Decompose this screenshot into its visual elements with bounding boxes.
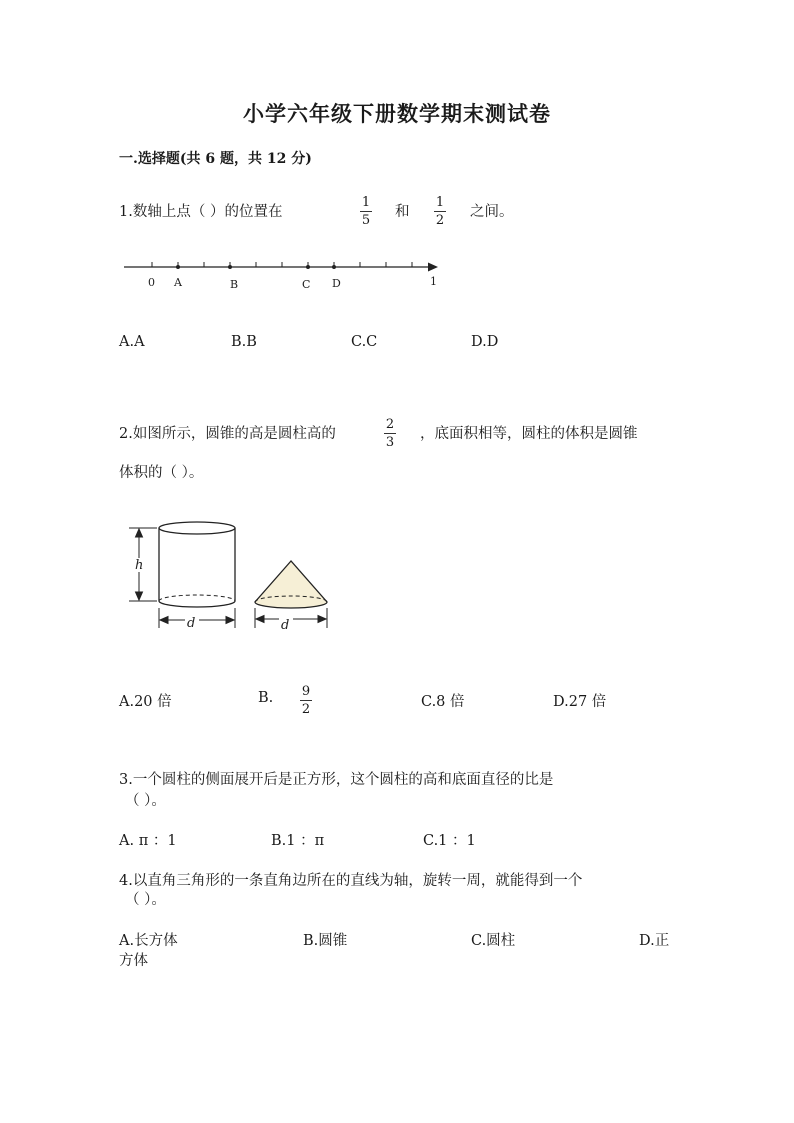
q4-option-d-wrap: 方体: [119, 953, 148, 969]
q2-fraction: [384, 417, 396, 450]
cone-diameter-label-d: d: [281, 618, 290, 633]
q4-option-c: C.圆柱: [471, 933, 516, 949]
q1-fraction-2: [434, 195, 446, 228]
q4-option-b: B.圆锥: [303, 933, 348, 949]
q1-stem-and: 和: [395, 204, 410, 220]
q2-option-b-prefix: B.: [258, 690, 274, 706]
q2-option-b-fraction: [300, 684, 312, 717]
q3-stem-line-2: （ ）。: [125, 793, 166, 809]
axis-label-A: A: [174, 276, 182, 289]
number-line-arrow: [428, 263, 438, 272]
q1-option-c: C.C: [351, 334, 378, 350]
q3-stem-line-1: 3.一个圆柱的侧面展开后是正方形，这个圆柱的高和底面直径的比是: [119, 772, 554, 788]
q2-stem-end: 体积的（ ）。: [119, 465, 204, 481]
q1-stem-start: 1.数轴上点（ ）的位置在: [119, 204, 283, 220]
point-D-dot: [332, 265, 336, 269]
number-line-figure: [118, 255, 448, 295]
height-label-h: h: [135, 558, 144, 573]
q2-fraction-numerator: 2: [385, 417, 395, 432]
q1-option-a: A.A: [119, 334, 145, 350]
q2-option-b-denominator: 2: [301, 702, 311, 717]
q2-option-d: D.27 倍: [553, 694, 607, 710]
axis-label-D: D: [332, 277, 341, 290]
q1-option-b: B.B: [231, 334, 257, 350]
axis-label-C: C: [302, 278, 311, 291]
q1-fraction-1-numerator: 1: [361, 195, 371, 210]
point-A-dot: [176, 265, 180, 269]
page-title: 小学六年级下册数学期末测试卷: [243, 101, 551, 126]
q4-option-a: A.长方体: [119, 933, 178, 949]
q4-stem-line-1: 4.以直角三角形的一条直角边所在的直线为轴，旋转一周，就能得到一个: [119, 873, 583, 889]
q1-fraction-2-denominator: 2: [435, 213, 445, 228]
fraction-bar: [300, 700, 312, 701]
q3-option-c: C.1 ：1: [423, 833, 476, 849]
axis-label-zero: 0: [148, 276, 155, 289]
q2-option-b-numerator: 9: [301, 684, 311, 699]
axis-label-B: B: [230, 278, 239, 291]
section-heading: 一.选择题(共 6 题，共 12 分): [119, 151, 312, 167]
cylinder-shape: [159, 522, 235, 607]
q2-fraction-denominator: 3: [385, 435, 395, 450]
q1-fraction-1: [360, 195, 372, 228]
fraction-bar: [384, 433, 396, 434]
q1-fraction-1-denominator: 5: [361, 213, 371, 228]
q4-option-d: D.正: [639, 933, 670, 949]
q2-option-a: A.20 倍: [119, 694, 172, 710]
q1-stem-end: 之间。: [470, 204, 514, 220]
q2-stem-start: 2.如图所示，圆锥的高是圆柱高的: [119, 426, 336, 442]
q2-option-c: C.8 倍: [421, 694, 465, 710]
fraction-bar: [434, 211, 446, 212]
axis-label-one: 1: [430, 275, 437, 288]
cylinder-cone-figure: [125, 518, 335, 636]
cone-shape: [255, 561, 327, 608]
q3-option-a: A. π ：1: [119, 833, 177, 849]
q1-fraction-2-numerator: 1: [435, 195, 445, 210]
number-line-ticks: [152, 262, 412, 267]
q3-option-b: B.1 ：π: [271, 833, 325, 849]
cylinder-diameter-label-d: d: [187, 616, 196, 631]
q2-stem-middle: ，底面积相等，圆柱的体积是圆锥: [420, 426, 638, 442]
q1-option-d: D.D: [471, 334, 499, 350]
fraction-bar: [360, 211, 372, 212]
point-C-dot: [306, 265, 310, 269]
q4-stem-line-2: （ ）。: [125, 892, 166, 908]
point-B-dot: [228, 265, 232, 269]
